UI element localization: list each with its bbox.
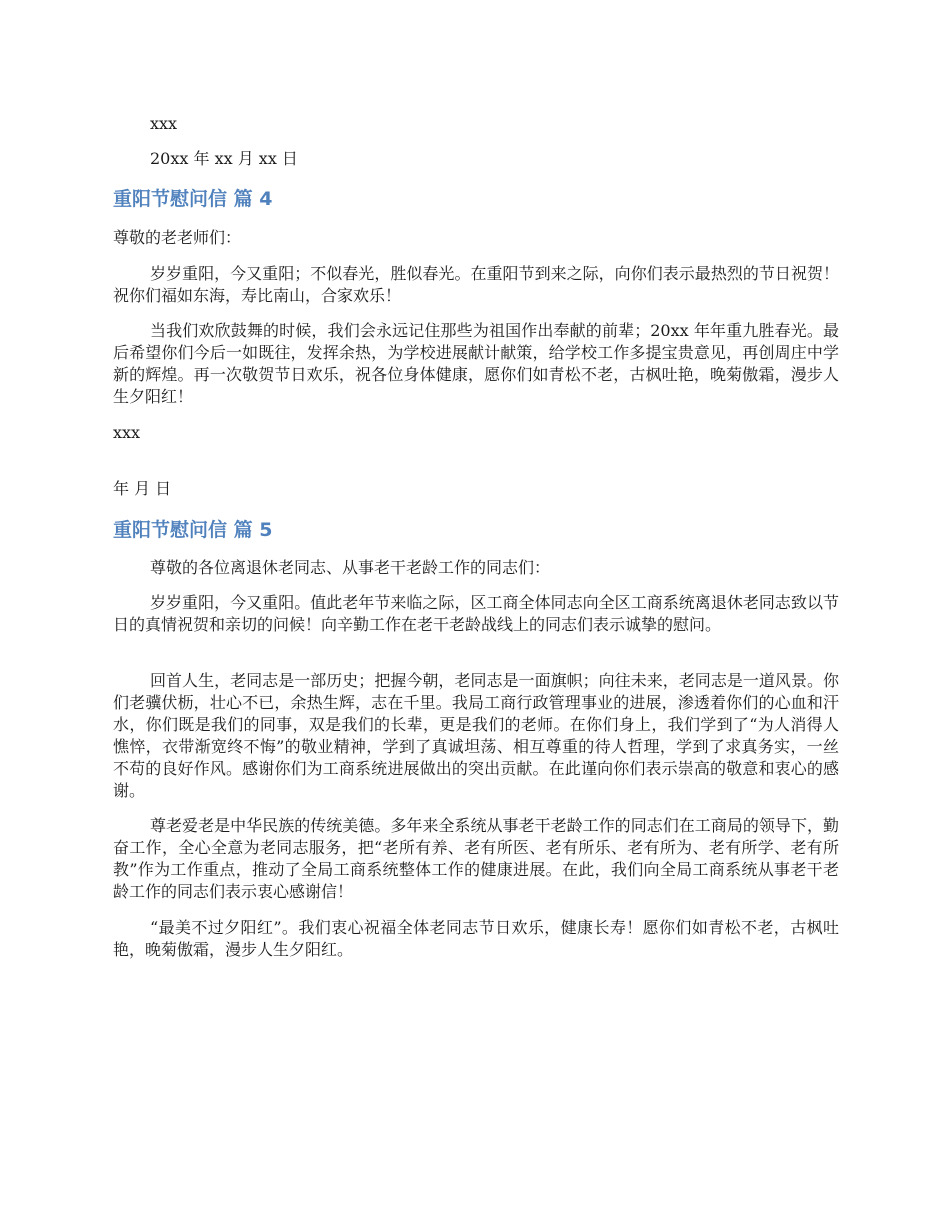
section3-signature: xxx (150, 114, 178, 133)
section5-paragraph-1: 岁岁重阳，今又重阳。值此老年节来临之际，区工商全体同志向全区工商系统离退休老同志致以节日的真情祝贺和亲切的问候！向辛勤工作在老干老龄战线上的同志们表示诚挚的慰问。 (113, 593, 839, 634)
section4-signature: xxx (113, 423, 141, 442)
section5-salutation: 尊敬的各位离退休老同志、从事老干老龄工作的同志们： (150, 558, 551, 577)
section4-paragraph-2: 当我们欢欣鼓舞的时候，我们会永远记住那些为祖国作出奉献的前辈；20xx 年年重九胜春光。最后希望你们今后一如既往，发挥余热，为学校进展献计献策，给学校工作多提宝贵意见，再创周庄中学新的辉煌。再一次敬贺节日欢乐，祝各位身体健康，愿你们如青松不老，古枫吐艳，晚菊傲霜，漫步人生夕阳红！ (113, 321, 839, 406)
section4-salutation: 尊敬的老老师们： (113, 228, 242, 247)
section5-title: 重阳节慰问信 篇 5 (113, 519, 273, 541)
section4-date: 年 月 日 (113, 479, 172, 498)
section5-paragraph-4: “最美不过夕阳红”。我们衷心祝福全体老同志节日欢乐，健康长寿！愿你们如青松不老，古枫吐艳，晚菊傲霜，漫步人生夕阳红。 (113, 918, 839, 959)
section5-paragraph-2: 回首人生，老同志是一部历史；把握今朝，老同志是一面旗帜；向往未来，老同志是一道风景。你们老骥伏枥，壮心不已，余热生辉，志在千里。我局工商行政管理事业的进展，渗透着你们的心血和汗水，你们既是我们的同事，双是我们的长辈，更是我们的老师。在你们身上，我们学到了“为人消得人憔悴，衣带渐宽终不悔”的敬业精神，学到了真诚坦荡、相互尊重的待人哲理，学到了求真务实，一丝不苟的良好作风。感谢你们为工商系统进展做出的突出贡献。在此谨向你们表示崇高的敬意和衷心的感谢。 (113, 671, 839, 800)
section4-title: 重阳节慰问信 篇 4 (113, 188, 273, 210)
section3-date: 20xx 年 xx 月 xx 日 (150, 149, 298, 168)
section5-paragraph-3: 尊老爱老是中华民族的传统美德。多年来全系统从事老干老龄工作的同志们在工商局的领导下，勤奋工作，全心全意为老同志服务，把“老所有养、老有所医、老有所乐、老有所为、老有所学、老有所教”作为工作重点，推动了全局工商系统整体工作的健康进展。在此，我们向全局工商系统从事老干老龄工作的同志们表示衷心感谢信！ (113, 816, 839, 901)
section4-paragraph-1: 岁岁重阳，今又重阳；不似春光，胜似春光。在重阳节到来之际，向你们表示最热烈的节日祝贺！祝你们福如东海，寿比南山，合家欢乐！ (113, 264, 839, 305)
